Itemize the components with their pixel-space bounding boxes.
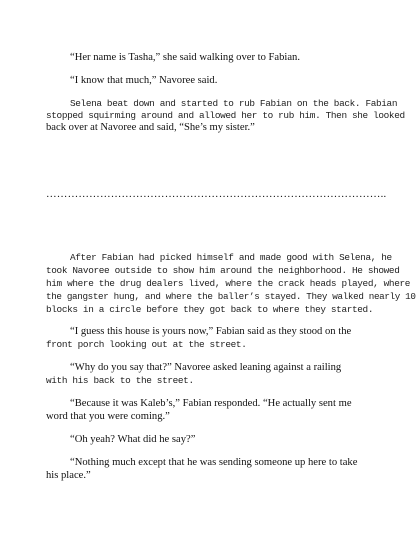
section-separator: ………………………………………………………………………………….. [46,189,387,200]
paragraph-line: blocks in a circle before they got back to where they started. [46,304,374,315]
paragraph-line: “Why do you say that?” Navoree asked leaning against a railing [70,362,342,373]
paragraph-line: with his back to the street. [46,375,194,386]
paragraph-line: stopped squirming around and allowed her to rub him. Then she looked [46,110,405,121]
paragraph-line: “I know that much,” Navoree said. [70,75,218,86]
paragraph-line: “Her name is Tasha,” she said walking over to Fabian. [70,52,300,63]
paragraph-line: word that you were coming.” [46,411,170,422]
paragraph-line: him where the drug dealers lived, where the crack heads played, where [46,278,411,289]
paragraph-line: back over at Navoree and said, “She’s my sister.” [46,122,255,133]
paragraph-line: took Navoree outside to show him around the neighborhood. He showed [46,265,400,276]
paragraph-line: After Fabian had picked himself and made good with Selena, he [70,252,392,263]
paragraph-line: his place.” [46,470,91,481]
paragraph-line: “I guess this house is yours now,” Fabian said as they stood on the [70,326,352,337]
paragraph-line: the gangster hung, and where the baller’s stayed. They walked nearly 10 [46,291,416,302]
paragraph-line: front porch looking out at the street. [46,339,247,350]
paragraph-line: Selena beat down and started to rub Fabian on the back. Fabian [70,98,398,109]
paragraph-line: “Because it was Kaleb’s,” Fabian responded. “He actually sent me [70,398,352,409]
paragraph-line: “Oh yeah? What did he say?” [70,434,196,445]
paragraph-line: “Nothing much except that he was sending someone up here to take [70,457,358,468]
